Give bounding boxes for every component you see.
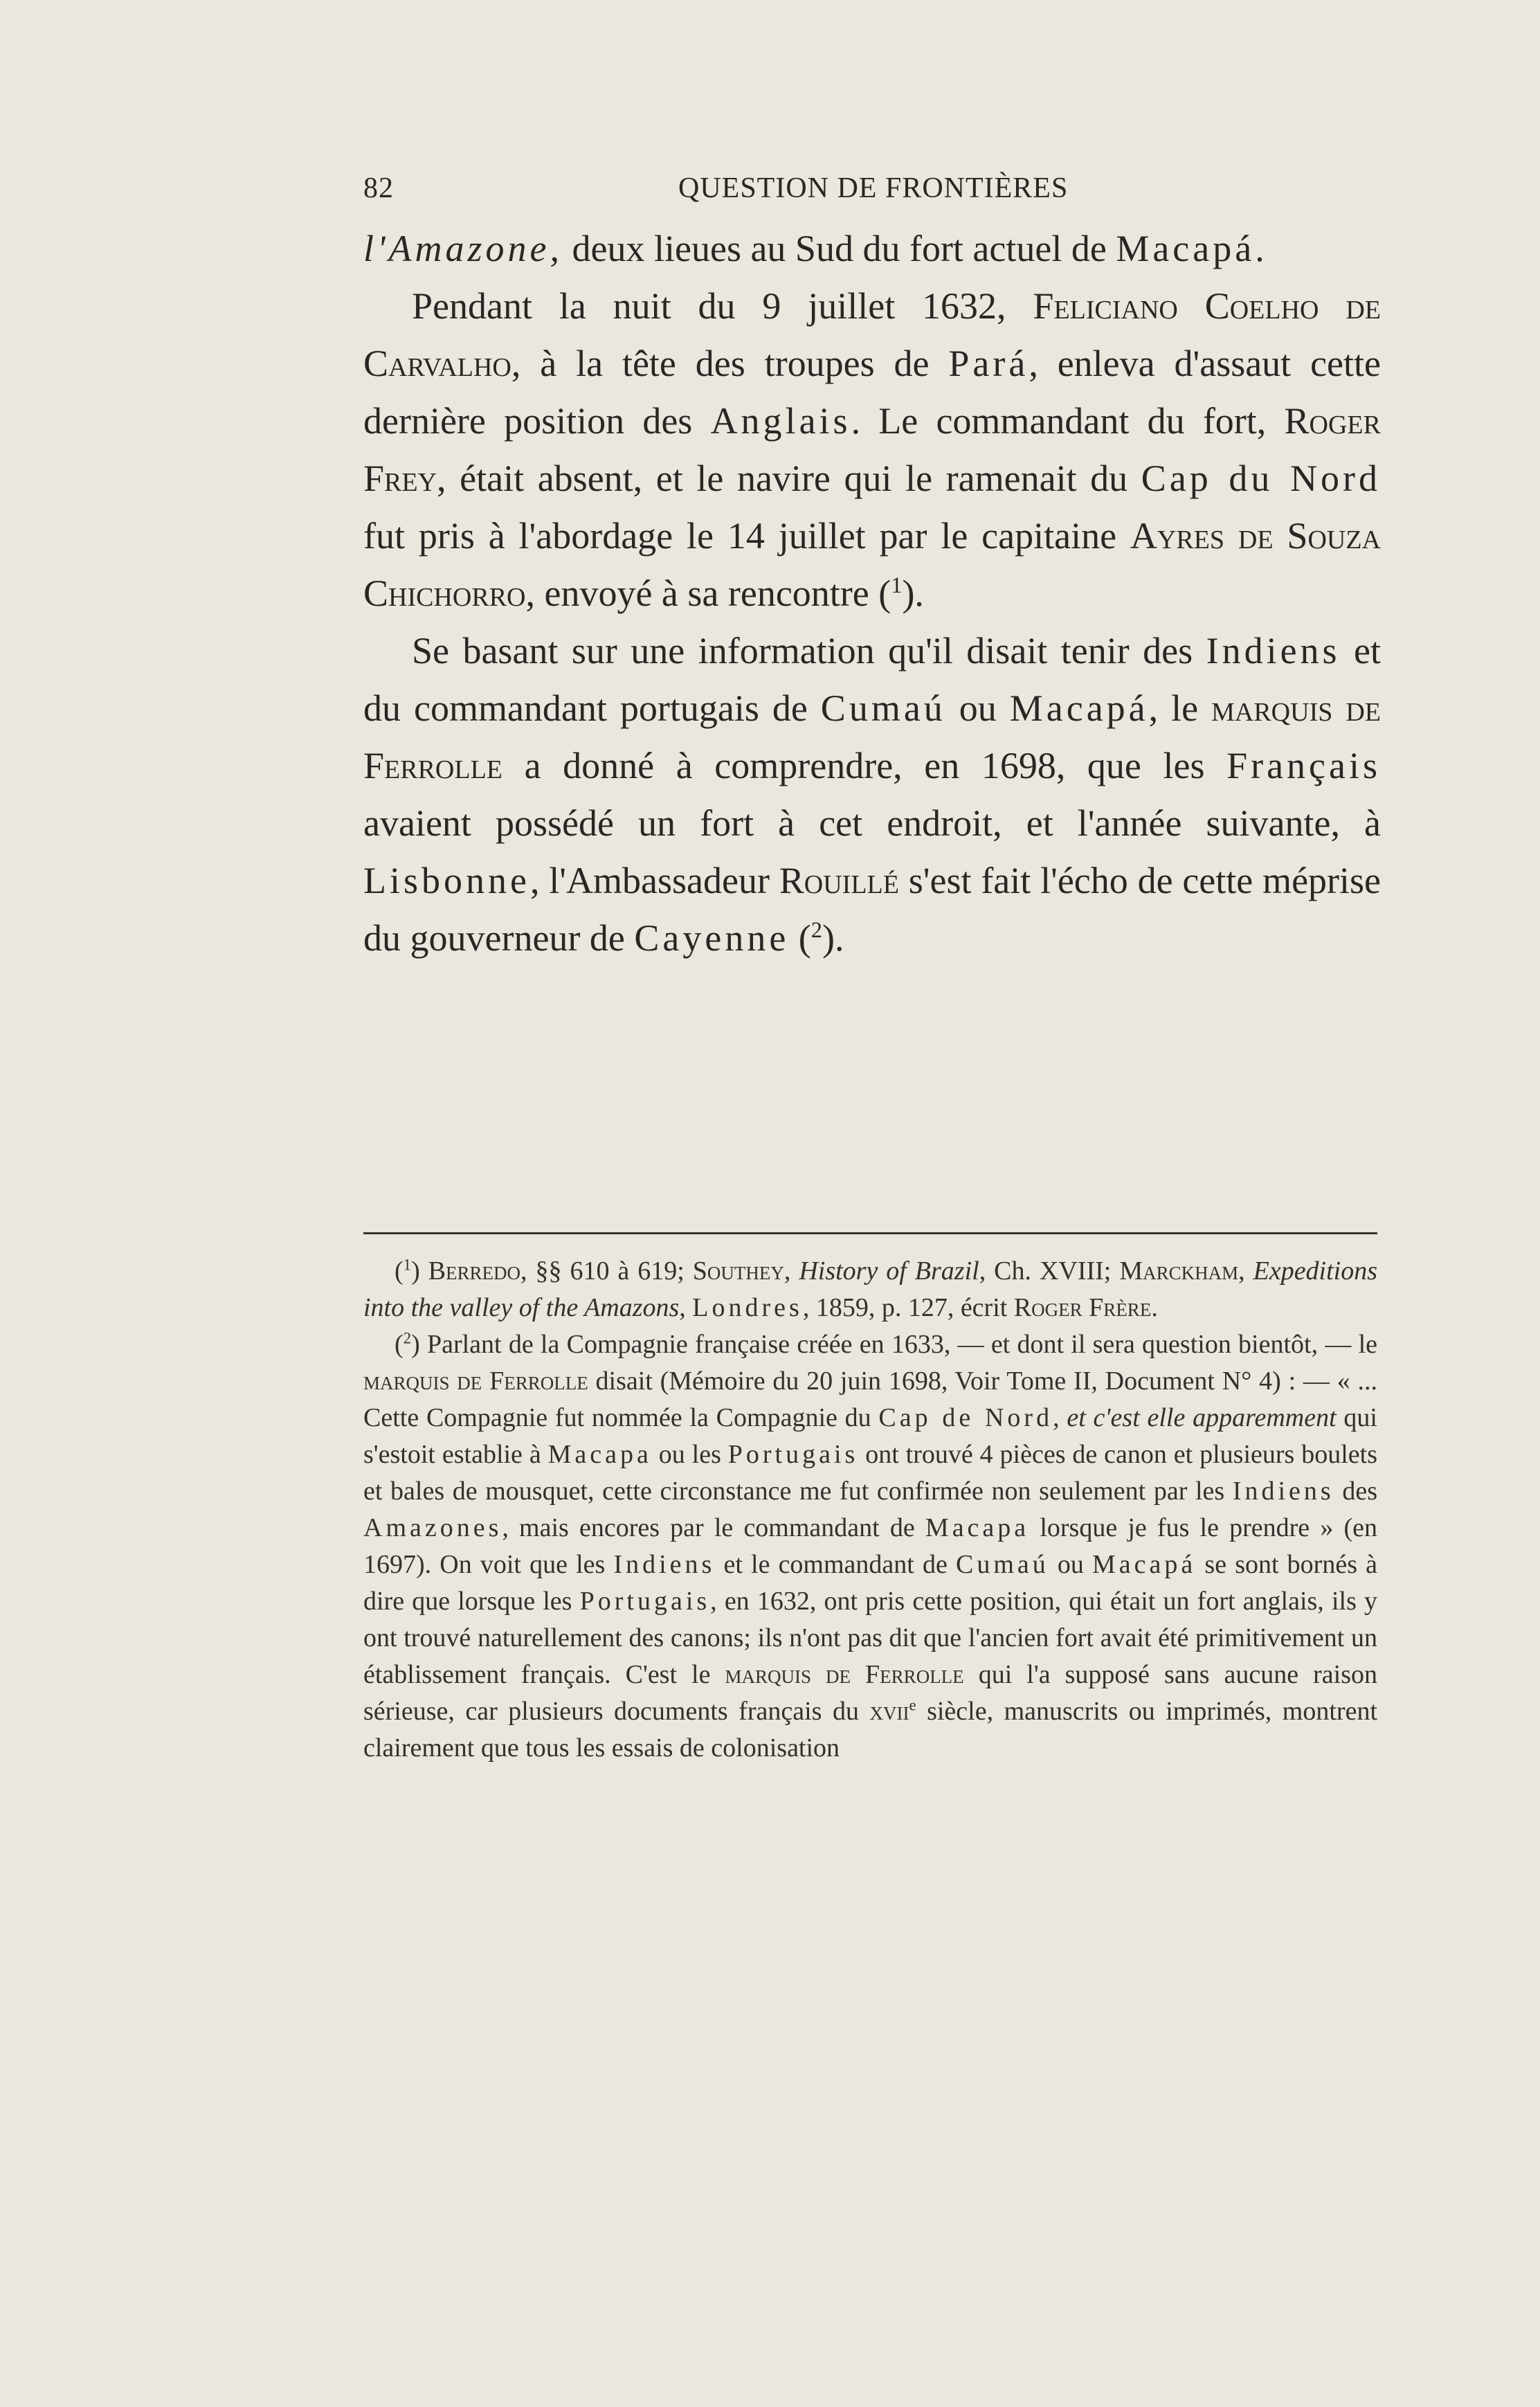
text-run: . [1255, 228, 1265, 269]
place-name: Cumaú [955, 1550, 1049, 1579]
place-name: Macapá [1092, 1550, 1197, 1579]
footnote-ref: 1 [891, 573, 903, 598]
running-title: QUESTION DE FRONTIÈRES [678, 172, 1069, 204]
text-run: disait (Mémoire du 20 juin 1698, Voir Tome II, Document N° 4) : — « ... Cette Compagnie fut nommée la Compagnie du [363, 1367, 1378, 1432]
work-title: Expeditions into the valley of the Amazons [363, 1256, 1378, 1322]
paragraph-ferrolle [363, 622, 1381, 967]
author-name: Southey [692, 1256, 784, 1286]
people-name: Indiens [1232, 1477, 1334, 1506]
place-name: l'Amazone, [363, 228, 563, 269]
text-run: a donné à comprendre, en 1698, que les [502, 745, 1227, 786]
page-number: 82 [363, 172, 394, 204]
text-run: , en 1632, ont pris cette position, qui était un fort anglais, ils y ont trouvé naturellement des canons; ils n'ont pas dit que l'ancien fort avait été primitivement un établissement français. C'est le [363, 1587, 1378, 1689]
footnote-marker: 1 [403, 1256, 412, 1274]
place-name: Cumaú [820, 687, 946, 729]
footnote-ref: 2 [810, 918, 822, 943]
people-name: Portugais [579, 1587, 711, 1616]
place-name: Macapa [925, 1513, 1030, 1542]
text-run: , l'Ambassadeur [529, 860, 779, 901]
text-run: et du commandant portugais de [363, 630, 1381, 729]
text-run: deux lieues au Sud du fort actuel de [563, 228, 1116, 269]
text-run: , mais encores par le commandant de [502, 1513, 925, 1542]
person-name: Rouillé [779, 860, 899, 901]
text-run: , était absent, et le navire qui le ramenait du [437, 458, 1141, 499]
text-run: s'est fait l'écho de cette méprise du gouverneur de [363, 860, 1382, 959]
text-run: lorsque je fus le prendre » (en 1697). On voit que les [363, 1513, 1377, 1579]
place-name: Macapa [547, 1440, 652, 1469]
text-run: , Ch. XVIII; [979, 1256, 1120, 1286]
text-run: Se basant sur une information qu'il disait tenir des [412, 630, 1206, 671]
place-name: Londres [692, 1293, 803, 1322]
footnote-1 [363, 1253, 1377, 1326]
people-name: Anglais [710, 400, 851, 442]
text-run: siècle, manuscrits ou imprimés, montrent clairement que tous les essais de colonisation [363, 1697, 1377, 1763]
place-name: Cap du Nord [1141, 458, 1381, 499]
person-name: Ayres de Souza Chichorro [363, 515, 1381, 614]
text-run: se sont bornés à dire que lorsque les [363, 1550, 1377, 1616]
text-run: qui l'a supposé sans aucune raison sérieuse, car plusieurs documents français du [363, 1660, 1377, 1726]
text-run: , 1859, p. 127, écrit [802, 1293, 1014, 1322]
author-name: Berredo [428, 1256, 521, 1286]
text-run: , envoyé à sa rencontre ( [525, 573, 891, 614]
text-run: qui s'estoit establie à [363, 1403, 1377, 1469]
person-name: Roger Frey [363, 400, 1381, 499]
person-name: marquis de Ferrolle [363, 687, 1381, 786]
place-name: Amazones [363, 1513, 502, 1542]
footnote-2 [363, 1326, 1377, 1767]
main-text [363, 220, 1381, 967]
text-run: , [1053, 1403, 1067, 1432]
footnote-marker: 2 [403, 1329, 412, 1347]
text-run: ) [411, 1256, 428, 1286]
text-run: ). [822, 917, 844, 959]
text-run: , §§ 610 à 619; [520, 1256, 693, 1286]
people-name: Français [1226, 745, 1381, 786]
paragraph-continued [363, 220, 1381, 278]
text-run: Pendant la nuit du 9 juillet 1632, [412, 285, 1033, 327]
text-run: ou [1049, 1550, 1093, 1579]
emphasis: et c'est elle apparemment [1067, 1403, 1337, 1432]
text-run: . Le commandant du fort, [851, 400, 1285, 442]
text-run: , enleva d'assaut cette dernière position des [363, 343, 1381, 442]
paragraph-capture [363, 278, 1381, 622]
text-run: et le commandant de [715, 1550, 956, 1579]
text-run: , [1238, 1256, 1253, 1286]
text-run: ( [789, 917, 811, 959]
person-name: Roger Frère [1013, 1293, 1152, 1322]
place-name: Macapá [1009, 687, 1149, 729]
text-run: , à la tête des troupes de [511, 343, 949, 384]
people-name: Portugais [727, 1440, 859, 1469]
text-run: ) Parlant de la Compagnie française créée en 1633, — et dont il sera question bientôt, — le [411, 1330, 1377, 1359]
text-run: des [1334, 1477, 1377, 1506]
text-run: ont trouvé 4 pièces de canon et plusieurs boulets et bales de mousquet, cette circonstance me fut confirmée non seulement par les [363, 1440, 1377, 1506]
text-run: . [1151, 1293, 1158, 1322]
place-name: Macapá [1116, 228, 1256, 269]
author-name: Marckham [1119, 1256, 1239, 1286]
place-name: Cap de Nord [878, 1403, 1053, 1432]
place-name: Cayenne [634, 917, 790, 959]
text-run: , [783, 1256, 799, 1286]
person-name: marquis de Ferrolle [725, 1660, 964, 1689]
century-numeral: xvii [869, 1697, 909, 1726]
text-run: , le [1148, 687, 1212, 729]
footnotes [363, 1253, 1377, 1767]
running-header [363, 172, 1374, 213]
place-name: Lisbonne [363, 860, 530, 901]
text-run: fut pris à l'abordage le 14 juillet par le capitaine [363, 515, 1130, 557]
footnote-divider [363, 1232, 1377, 1234]
text-run: , [679, 1293, 693, 1322]
people-name: Indiens [613, 1550, 716, 1579]
text-run: ou [945, 687, 1010, 729]
text-run: ou les [651, 1440, 728, 1469]
ordinal-suffix: e [909, 1696, 916, 1714]
work-title: History of Brazil [799, 1256, 979, 1286]
text-run: ( [395, 1256, 404, 1286]
person-name: Feliciano Coelho de Carvalho [363, 285, 1381, 384]
people-name: Indiens [1206, 630, 1341, 671]
text-run: ( [395, 1330, 404, 1359]
person-name: marquis de Ferrolle [363, 1367, 588, 1396]
text-run: avaient possédé un fort à cet endroit, et l'année suivante, à [363, 802, 1381, 844]
place-name: Pará [948, 343, 1029, 384]
text-run: ). [902, 573, 924, 614]
